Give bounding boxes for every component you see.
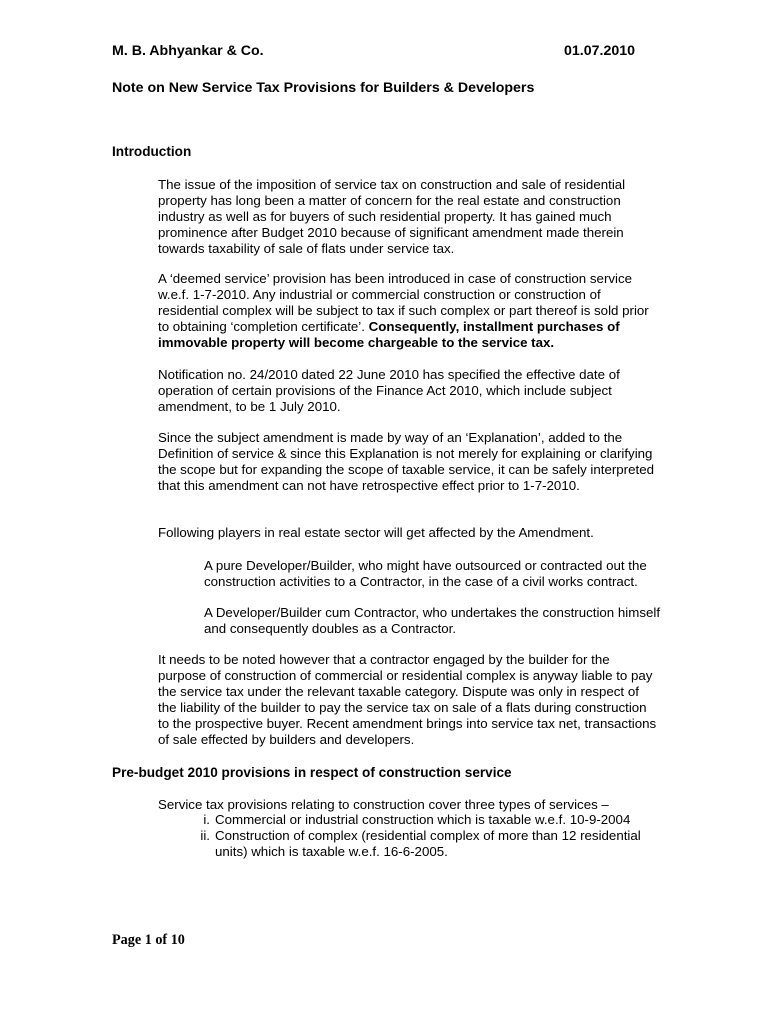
player-item: A Developer/Builder cum Contractor, who undertakes the construction himself and consequently doubles as a Contractor. xyxy=(204,605,661,636)
intro-paragraph-1: The issue of the imposition of service tax on construction and sale of residential property has long been a matter of concern for the real estate and construction industry as well as for buyers of such residential property. It has gained much prominence after Budget 2010 because of significant amendment made therein towards taxability of sale of flats under service tax. xyxy=(158,177,626,256)
player-item: A pure Developer/Builder, who might have outsourced or contracted out the construction activities to a Contractor, in the case of a civil works contract. xyxy=(204,558,647,589)
intro-paragraph-6: It needs to be noted however that a contractor engaged by the builder for the purpose of construction of commercial or residential complex is anyway liable to pay the service tax under the relevant taxable category. Dispute was only in respect of the liability of the builder to pay the service tax on sale of a flats during construction to the prospective buyer. Recent amendment brings into service tax net, transactions of sale effected by builders and developers. xyxy=(158,652,657,747)
intro-paragraph-3: Notification no. 24/2010 dated 22 June 2010 has specified the effective date of operation of certain provisions of the Finance Act 2010, which include subject amendment, to be 1 July 2010. xyxy=(158,367,620,414)
intro-paragraph-2 xyxy=(158,271,658,351)
document-date: 01.07.2010 xyxy=(564,43,636,59)
intro-paragraph-2-text: A ‘deemed service’ provision has been introduced in case of construction service w.e.f. 1-7-2010. Any industrial or commercial construction or construction of residential complex will be subject to tax if such complex or part thereof is sold prior to obtaining ‘completion certificate’. xyxy=(158,271,649,334)
firm-name: M. B. Abhyankar & Co. xyxy=(112,43,264,59)
list-item-number: i. xyxy=(203,812,210,827)
section-heading-prebudget: Pre-budget 2010 provisions in respect of construction service xyxy=(112,765,512,780)
list-item-number: ii. xyxy=(200,828,210,843)
list-item-text: Commercial or industrial construction which is taxable w.e.f. 10-9-2004 xyxy=(215,812,631,827)
document-title: Note on New Service Tax Provisions for Builders & Developers xyxy=(112,80,535,96)
intro-paragraph-5: Following players in real estate sector will get affected by the Amendment. xyxy=(158,525,594,540)
section-heading-introduction: Introduction xyxy=(112,144,192,159)
prebudget-paragraph-1: Service tax provisions relating to construction cover three types of services – xyxy=(158,797,609,812)
list-item-text: Construction of complex (residential complex of more than 12 residential units) which is taxable w.e.f. 16-6-2005. xyxy=(215,828,641,859)
intro-paragraph-2-emphasis: Consequently, installment purchases of immovable property will become chargeable to the service tax. xyxy=(158,318,620,350)
intro-paragraph-4: Since the subject amendment is made by way of an ‘Explanation’, added to the Definition of service & since this Explanation is not merely for explaining or clarifying the scope but for expanding the scope of taxable service, it can be safely interpreted that this amendment can not have retrospective effect prior to 1-7-2010. xyxy=(158,430,654,493)
page-number: Page 1 of 10 xyxy=(112,932,185,948)
